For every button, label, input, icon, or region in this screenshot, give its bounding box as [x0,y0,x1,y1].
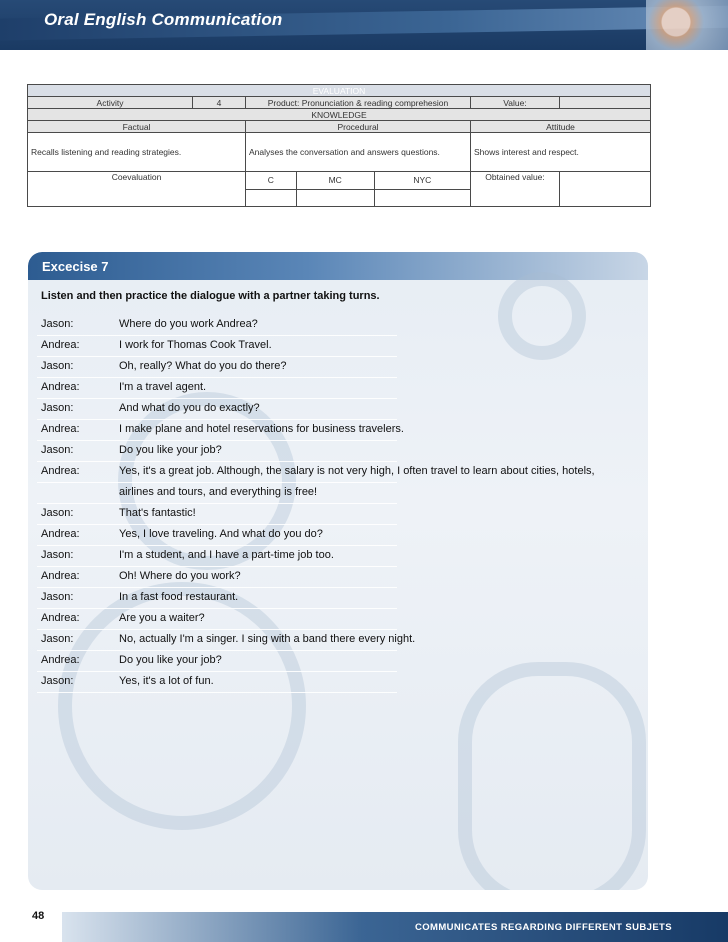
attitude-desc: Shows interest and respect. [471,133,651,172]
speaker: Jason: [41,318,74,330]
book-title: Oral English Communication [44,10,283,29]
dialogue-text: Yes, I love traveling. And what do you do? [119,528,323,540]
speaker: Jason: [41,675,74,687]
line-separator [37,419,397,420]
exercise-instruction: Listen and then practice the dialogue with a partner taking turns. [41,290,380,302]
value-cell [560,97,651,109]
line-separator [37,461,397,462]
mc-label: MC [296,172,374,190]
line-separator [37,650,397,651]
dialogue-text: Yes, it's a lot of fun. [119,675,214,687]
dialogue-text: I'm a student, and I have a part-time job too. [119,549,334,561]
factual-heading: Factual [28,121,246,133]
line-separator [37,482,397,483]
speaker: Andrea: [41,339,80,351]
speaker: Andrea: [41,465,80,477]
dialogue-text: Do you like your job? [119,654,222,666]
speaker: Jason: [41,591,74,603]
knowledge-heading: KNOWLEDGE [28,109,651,121]
procedural-heading: Procedural [246,121,471,133]
page-footer [0,906,728,942]
line-separator [37,524,397,525]
exercise-title: Excecise 7 [42,259,109,274]
procedural-desc: Analyses the conversation and answers questions. [246,133,471,172]
speaker: Jason: [41,360,74,372]
speaker: Andrea: [41,423,80,435]
mc-cell [296,189,374,207]
speaker: Jason: [41,507,74,519]
dialogue-text: Are you a waiter? [119,612,205,624]
activity-number: 4 [193,97,246,109]
speaker: Jason: [41,549,74,561]
dialogue-text: Oh! Where do you work? [119,570,241,582]
dialogue-text: Yes, it's a great job. Although, the salary is not very high, I often travel to learn about cities, hotels, [119,465,595,477]
dialogue-text: That's fantastic! [119,507,196,519]
coevaluation-label: Coevaluation [28,172,246,207]
dialogue-text: In a fast food restaurant. [119,591,239,603]
dialogue-text: I make plane and hotel reservations for business travelers. [119,423,404,435]
evaluation-title: EVALUATION [28,85,651,97]
line-separator [37,398,397,399]
product-label: Product: Pronunciation & reading comprehesion [246,97,471,109]
line-separator [37,440,397,441]
line-separator [37,356,397,357]
dialogue-text: No, actually I'm a singer. I sing with a band there every night. [119,633,416,645]
dialogue-text: airlines and tours, and everything is free! [119,486,318,498]
speaker: Andrea: [41,528,80,540]
c-label: C [246,172,297,190]
line-separator [37,335,397,336]
section-title: COMMUNICATES REGARDING DIFFERENT SUBJETS [414,922,672,933]
dialogue-text: Where do you work Andrea? [119,318,258,330]
page-header [0,0,728,50]
speaker: Jason: [41,402,74,414]
line-separator [37,629,397,630]
value-label: Value: [471,97,560,109]
obtained-cell [560,172,651,207]
line-separator [37,608,397,609]
speaker: Jason: [41,633,74,645]
speaker: Andrea: [41,654,80,666]
dialogue-text: I'm a travel agent. [119,381,207,393]
factual-desc: Recalls listening and reading strategies. [28,133,246,172]
dialogue-text: Do you like your job? [119,444,222,456]
nyc-label: NYC [374,172,470,190]
dialogue-text: Oh, really? What do you do there? [119,360,287,372]
dialogue-text: I work for Thomas Cook Travel. [119,339,272,351]
line-separator [37,692,397,693]
page-number: 48 [32,910,45,922]
line-separator [37,377,397,378]
evaluation-table [27,84,651,207]
activity-label: Activity [28,97,193,109]
speaker: Andrea: [41,381,80,393]
speaker: Andrea: [41,612,80,624]
line-separator [37,545,397,546]
paperclip-icon [458,662,646,890]
line-separator [37,671,397,672]
speaker: Andrea: [41,570,80,582]
dialogue-text: And what do you do exactly? [119,402,260,414]
line-separator [37,587,397,588]
nyc-cell [374,189,470,207]
obtained-label: Obtained value: [471,172,560,207]
attitude-heading: Attitude [471,121,651,133]
c-cell [246,189,297,207]
line-separator [37,566,397,567]
line-separator [37,503,397,504]
spiral-icon [498,272,586,360]
speaker: Jason: [41,444,74,456]
header-photo [646,0,728,50]
